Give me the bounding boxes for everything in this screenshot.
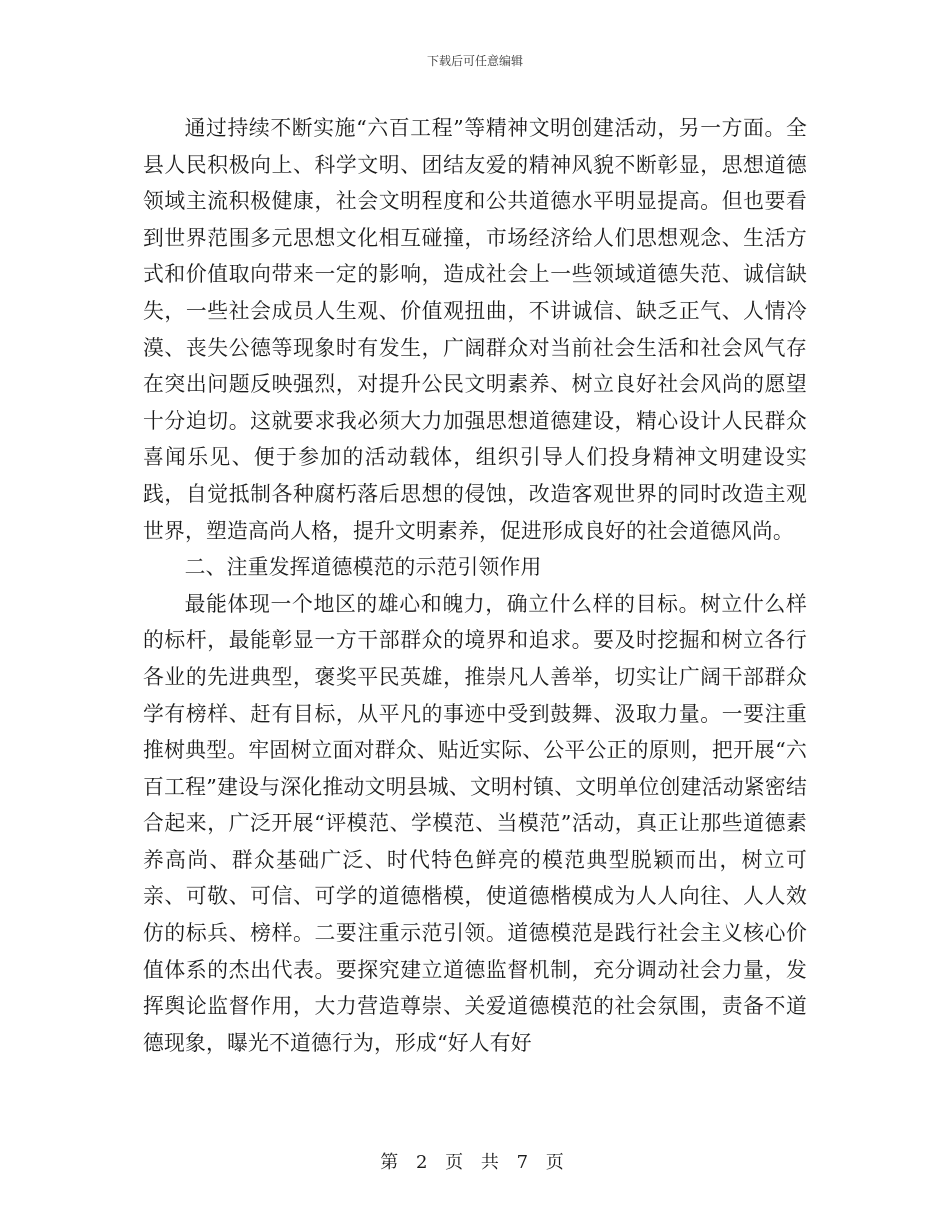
body-paragraph: 最能体现一个地区的雄心和魄力，确立什么样的目标。树立什么样的标杆，最能彰显一方干部群众的境界和追求。要及时挖掘和树立各行各业的先进典型，褒奖平民英雄，推崇凡人善举，切实让广阔干部群众学有榜样、赶有目标，从平凡的事迹中受到鼓舞、汲取力量。一要注重推树典型。牢固树立面对群众、贴近实际、公平公正的原则，把开展“六百工程”建设与深化推动文明县城、文明村镇、文明单位创建活动紧密结合起来，广泛开展“评模范、学模范、当模范”活动，真正让那些道德素养高尚、群众基础广泛、时代特色鲜亮的模范典型脱颖而出，树立可亲、可敬、可信、可学的道德楷模，使道德楷模成为人人向往、人人效仿的标兵、榜样。二要注重示范引领。道德模范是践行社会主义核心价值体系的杰出代表。要探究建立道德监督机制，充分调动社会力量，发挥舆论监督作用，大力营造尊崇、关爱道德模范的社会氛围，责备不道德现象，曝光不道德行为，形成“好人有好	[143, 591, 807, 1055]
section-heading: 二、注重发挥道德模范的示范引领作用	[184, 555, 542, 580]
document-body	[143, 110, 807, 1061]
page-header: 下载后可任意编辑	[426, 54, 523, 68]
body-paragraph: 通过持续不断实施“六百工程”等精神文明创建活动，另一方面。全县人民积极向上、科学文明、团结友爱的精神风貌不断彰显，思想道德领域主流积极健康，社会文明程度和公共道德水平明显提高。但也要看到世界范围多元思想文化相互碰撞，市场经济给人们思想观念、生活方式和价值取向带来一定的影响，造成社会上一些领域道德失范、诚信缺失，一些社会成员人生观、价值观扭曲，不讲诚信、缺乏正气、人情冷漠、丧失公德等现象时有发生，广阔群众对当前社会生活和社会风气存在突出问题反映强烈，对提升公民文明素养、树立良好社会风尚的愿望十分迫切。这就要求我必须大力加强思想道德建设，精心设计人民群众喜闻乐见、便于参加的活动载体，组织引导人们投身精神文明建设实践，自觉抵制各种腐朽落后思想的侵蚀，改造客观世界的同时改造主观世界，塑造高尚人格，提升文明素养，促进形成良好的社会道德风尚。	[143, 116, 807, 543]
page-number: 第 2 页 共 7 页	[380, 1152, 570, 1173]
